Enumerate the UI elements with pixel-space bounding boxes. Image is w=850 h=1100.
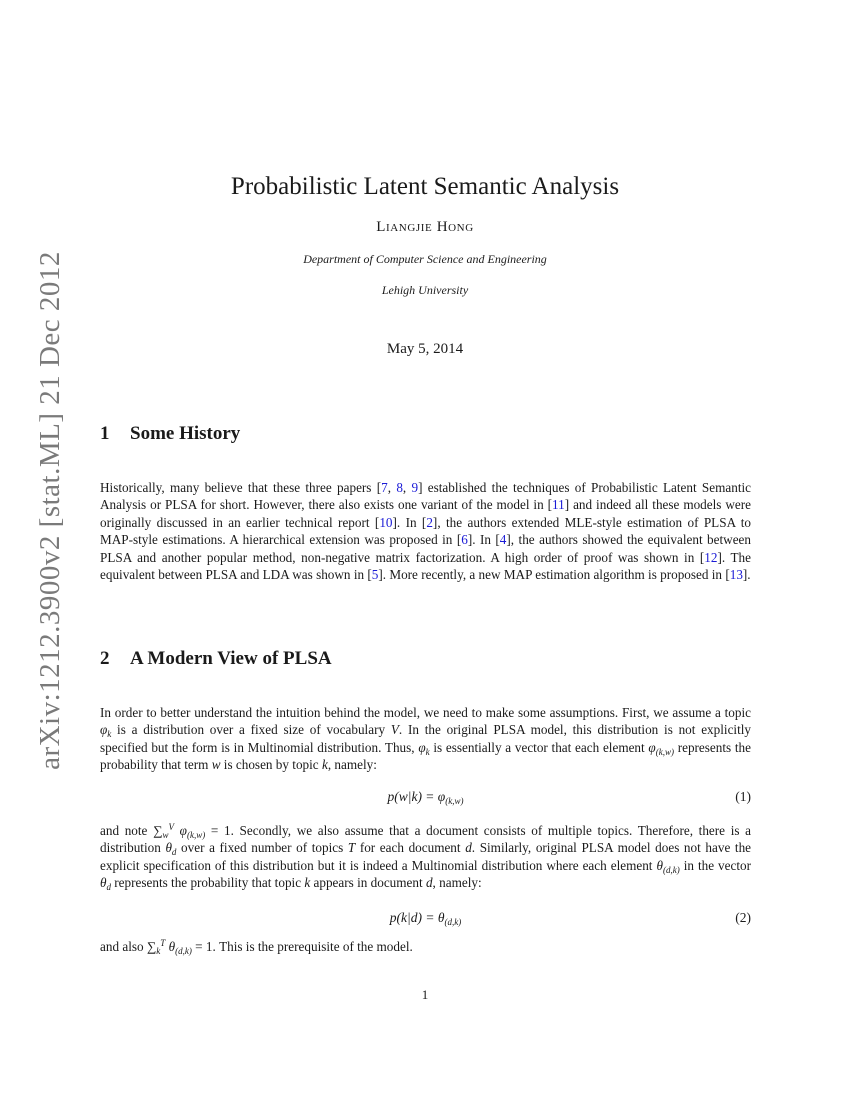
- section-number: 2: [100, 648, 110, 669]
- history-paragraph: Historically, many believe that these three papers [7, 8, 9] established the techniques of Probabilistic Latent Semantic Analysis or PLSA for short. However, there also exists one variant of the model in [11] and indeed all these models were originally discussed in an earlier technical report [10]. In [2], the authors extended MLE-style estimation of PLSA to MAP-style estimations. A hierarchical extension was proposed in [6]. In [4], the authors showed the equivalent between PLSA and another popular method, non-negative matrix factorization. A high order of proof was shown in [12]. The equivalent between PLSA and LDA was shown in [5]. More recently, a new MAP estimation algorithm is proposed in [13].: [100, 480, 752, 583]
- equation-1: [100, 789, 751, 809]
- page-number: 1: [421, 987, 429, 1002]
- modern-view-paragraph-3: and also $\sum_k^T$ $\theta_{(d,k)} = 1$. This is the prerequisite of the model.: [100, 938, 413, 956]
- citation-link[interactable]: 13: [729, 567, 743, 583]
- section-heading-2: [100, 648, 332, 670]
- citation-link[interactable]: 4: [499, 532, 507, 548]
- citation-link[interactable]: 6: [461, 532, 468, 548]
- equation-number: (2): [735, 910, 751, 925]
- citation-link[interactable]: 10: [379, 514, 393, 530]
- citation-link[interactable]: 5: [371, 567, 379, 583]
- section-heading-1: [100, 423, 240, 445]
- equation-1-expression: $p(w|k) = \varphi_{(k,w)}$: [387, 789, 464, 806]
- citation-link[interactable]: 9: [411, 480, 419, 495]
- equation-number: (1): [735, 789, 751, 804]
- equation-2-expression: $p(k|d) = \theta_{(d,k)}$: [389, 910, 462, 927]
- equation-2: [100, 910, 751, 930]
- arxiv-identifier-text: arXiv:1212.3900v2 [stat.ML] 21 Dec 2012: [33, 250, 66, 770]
- section-title: Some History: [130, 423, 241, 444]
- modern-view-paragraph-1: In order to better understand the intuition behind the model, we need to make some assumptions. First, we assume a topic $\varphi_k$ is a distribution over a fixed size of vocabulary V. In the original PLSA model, this distribution is not explicitly specified but the form is in Multinomial distribution. Thus, $\varphi_k$ is essentially a vector that each element $\varphi_{(k,w)}$ represents the probability that term w is chosen by topic k, namely:: [100, 705, 752, 773]
- paper-title: Probabilistic Latent Semantic Analysis: [230, 172, 620, 200]
- citation-link[interactable]: 7: [381, 480, 388, 495]
- section-title: A Modern View of PLSA: [130, 648, 332, 669]
- affiliation-university: Lehigh University: [381, 283, 469, 297]
- section-number: 1: [100, 423, 110, 444]
- arxiv-identifier-stamp: [20, 250, 80, 770]
- modern-view-paragraph-2: and note $\sum_w^V$ $\varphi_{(k,w)} = 1$. Secondly, we also assume that a document consists of multiple topics. Therefore, there is a distribution $\theta_d$ over a fixed number of topics T for each document d. Similarly, original PLSA model does not have the explicit specification of this distribution but it is indeed a Multinomial distribution where each element $\theta_{(d,k)}$ in the vector $\theta_d$ represents the probability that topic k appears in document d, namely:: [100, 822, 752, 893]
- citation-link[interactable]: 2: [426, 514, 433, 530]
- author-name: Liangjie Hong: [376, 219, 474, 235]
- citation-link[interactable]: 12: [704, 549, 718, 565]
- citation-link[interactable]: 11: [552, 497, 565, 513]
- affiliation-department: Department of Computer Science and Engineering: [303, 252, 547, 266]
- citation-link[interactable]: 8: [396, 480, 403, 495]
- paper-date: May 5, 2014: [386, 341, 464, 357]
